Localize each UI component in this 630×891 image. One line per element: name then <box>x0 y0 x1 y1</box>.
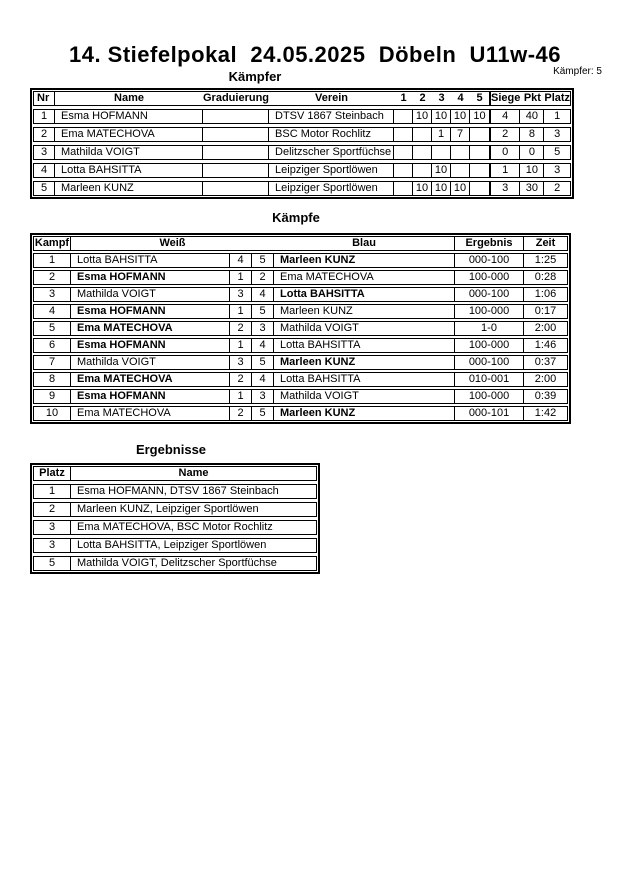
header-round-5: 5 <box>470 91 489 106</box>
kampf-row <box>33 304 568 319</box>
header-name: Name <box>71 466 317 481</box>
cell-ergebnis: 100-000 <box>455 389 524 404</box>
cell-ergebnis: 000-100 <box>455 355 524 370</box>
cell-nr: 4 <box>33 163 55 178</box>
cell-ergebnis: 100-000 <box>455 338 524 353</box>
cell-zeit: 1:46 <box>524 338 568 353</box>
header-ergebnis: Ergebnis <box>455 236 524 251</box>
cell-round-5: 10 <box>470 109 489 124</box>
header-weiss: Weiß <box>71 236 274 251</box>
cell-round-5 <box>470 127 489 142</box>
cell-ergebnis: 1-0 <box>455 321 524 336</box>
cell-round-3: 10 <box>432 163 451 178</box>
cell-weiss-startnr: 2 <box>230 372 252 387</box>
kaempfe-table <box>30 233 571 424</box>
kaempfe-header-row <box>33 236 568 251</box>
cell-weiss-name: Mathilda VOIGT <box>71 355 230 370</box>
cell-round-1 <box>394 109 413 124</box>
cell-zeit: 1:06 <box>524 287 568 302</box>
kampf-row <box>33 270 568 285</box>
cell-zeit: 0:28 <box>524 270 568 285</box>
cell-zeit: 0:39 <box>524 389 568 404</box>
kampf-row <box>33 389 568 404</box>
ergebnis-row <box>33 538 317 553</box>
cell-round-3: 1 <box>432 127 451 142</box>
cell-platz: 2 <box>33 502 71 517</box>
kaempfer-table <box>30 88 574 199</box>
kaempfer-header-row <box>33 91 571 106</box>
cell-blau-startnr: 5 <box>252 355 274 370</box>
cell-blau-startnr: 3 <box>252 389 274 404</box>
kampf-row <box>33 253 568 268</box>
cell-round-1 <box>394 181 413 196</box>
cell-weiss-name: Ema MATECHOVA <box>71 372 230 387</box>
cell-pkt: 10 <box>520 163 544 178</box>
cell-round-4: 10 <box>451 109 470 124</box>
cell-name: Mathilda VOIGT <box>55 145 203 160</box>
cell-siege: 1 <box>489 163 520 178</box>
cell-ergebnis: 010-001 <box>455 372 524 387</box>
cell-verein: DTSV 1867 Steinbach <box>269 109 394 124</box>
fighters-count-label: Kämpfer: 5 <box>553 66 602 77</box>
cell-round-2: 10 <box>413 109 432 124</box>
ergebnisse-table-grid <box>33 463 317 574</box>
cell-round-1 <box>394 163 413 178</box>
kampf-row <box>33 406 568 421</box>
cell-round-1 <box>394 145 413 160</box>
cell-blau-name: Lotta BAHSITTA <box>274 372 455 387</box>
cell-name: Ema MATECHOVA, BSC Motor Rochlitz <box>71 520 317 535</box>
cell-graduierung <box>203 181 269 196</box>
cell-blau-name: Ema MATECHOVA <box>274 270 455 285</box>
cell-weiss-name: Ema MATECHOVA <box>71 321 230 336</box>
cell-graduierung <box>203 163 269 178</box>
cell-verein: Leipziger Sportlöwen <box>269 163 394 178</box>
kampf-row <box>33 338 568 353</box>
ergebnis-row <box>33 502 317 517</box>
kampf-row <box>33 321 568 336</box>
cell-kampf-nr: 2 <box>33 270 71 285</box>
cell-ergebnis: 000-101 <box>455 406 524 421</box>
cell-round-3: 10 <box>432 109 451 124</box>
cell-zeit: 1:42 <box>524 406 568 421</box>
cell-siege: 4 <box>489 109 520 124</box>
header-nr: Nr <box>33 91 55 106</box>
cell-weiss-startnr: 4 <box>230 253 252 268</box>
cell-pkt: 0 <box>520 145 544 160</box>
kaempfe-table-grid <box>33 234 568 423</box>
cell-weiss-startnr: 1 <box>230 338 252 353</box>
cell-name: Ema MATECHOVA <box>55 127 203 142</box>
section-title-kaempfer: Kämpfer <box>228 69 282 84</box>
cell-kampf-nr: 3 <box>33 287 71 302</box>
cell-name: Mathilda VOIGT, Delitzscher Sportfüchse <box>71 556 317 571</box>
ergebnis-row <box>33 484 317 499</box>
cell-blau-startnr: 4 <box>252 338 274 353</box>
cell-ergebnis: 000-100 <box>455 253 524 268</box>
cell-weiss-name: Lotta BAHSITTA <box>71 253 230 268</box>
cell-pkt: 40 <box>520 109 544 124</box>
header-round-4: 4 <box>451 91 470 106</box>
page-title: 14. Stiefelpokal 24.05.2025 Döbeln U11w-46 <box>68 42 562 67</box>
cell-platz: 2 <box>544 181 571 196</box>
cell-ergebnis: 100-000 <box>455 304 524 319</box>
header-kampf: Kampf <box>34 237 70 249</box>
kampf-row <box>33 372 568 387</box>
kaempfer-row <box>33 181 571 196</box>
header-blau: Blau <box>274 236 455 251</box>
cell-blau-name: Marleen KUNZ <box>274 253 455 268</box>
cell-weiss-startnr: 3 <box>230 287 252 302</box>
cell-platz: 3 <box>33 538 71 553</box>
cell-ergebnis: 000-100 <box>455 287 524 302</box>
cell-blau-startnr: 5 <box>252 304 274 319</box>
header-platz: Platz <box>544 92 571 104</box>
cell-blau-name: Mathilda VOIGT <box>274 321 455 336</box>
cell-weiss-startnr: 1 <box>230 389 252 404</box>
cell-zeit: 2:00 <box>524 372 568 387</box>
section-title-kaempfe: Kämpfe <box>272 210 320 225</box>
cell-verein: Leipziger Sportlöwen <box>269 181 394 196</box>
cell-kampf-nr: 1 <box>33 253 71 268</box>
cell-blau-startnr: 5 <box>252 406 274 421</box>
cell-zeit: 2:00 <box>524 321 568 336</box>
cell-nr: 5 <box>33 181 55 196</box>
cell-kampf-nr: 7 <box>33 355 71 370</box>
cell-graduierung <box>203 127 269 142</box>
cell-pkt: 30 <box>520 181 544 196</box>
cell-weiss-name: Esma HOFMANN <box>71 338 230 353</box>
cell-kampf-nr: 5 <box>33 321 71 336</box>
kampf-row <box>33 355 568 370</box>
cell-round-4: 7 <box>451 127 470 142</box>
cell-weiss-name: Esma HOFMANN <box>71 270 230 285</box>
cell-weiss-name: Ema MATECHOVA <box>71 406 230 421</box>
cell-platz: 5 <box>544 145 571 160</box>
cell-round-4: 10 <box>451 181 470 196</box>
cell-kampf-nr: 4 <box>33 304 71 319</box>
cell-weiss-startnr: 1 <box>230 304 252 319</box>
cell-blau-startnr: 4 <box>252 372 274 387</box>
cell-round-2 <box>413 127 432 142</box>
cell-blau-startnr: 3 <box>252 321 274 336</box>
cell-zeit: 1:25 <box>524 253 568 268</box>
header-round-2: 2 <box>413 91 432 106</box>
cell-platz: 3 <box>33 520 71 535</box>
cell-name: Esma HOFMANN, DTSV 1867 Steinbach <box>71 484 317 499</box>
cell-weiss-startnr: 2 <box>230 406 252 421</box>
cell-verein: Delitzscher Sportfüchse <box>269 145 394 160</box>
cell-kampf-nr: 8 <box>33 372 71 387</box>
header-siege: Siege <box>491 92 521 104</box>
header-pkt: Pkt <box>520 91 544 106</box>
header-round-3: 3 <box>432 91 451 106</box>
cell-name: Lotta BAHSITTA <box>55 163 203 178</box>
cell-blau-startnr: 4 <box>252 287 274 302</box>
section-title-ergebnisse: Ergebnisse <box>135 442 207 457</box>
cell-weiss-startnr: 2 <box>230 321 252 336</box>
cell-blau-name: Lotta BAHSITTA <box>274 287 455 302</box>
cell-zeit: 0:17 <box>524 304 568 319</box>
cell-kampf-nr: 6 <box>33 338 71 353</box>
ergebnisse-table <box>30 463 320 574</box>
cell-pkt: 8 <box>520 127 544 142</box>
cell-nr: 2 <box>33 127 55 142</box>
cell-ergebnis: 100-000 <box>455 270 524 285</box>
cell-round-1 <box>394 127 413 142</box>
cell-name: Marleen KUNZ <box>55 181 203 196</box>
cell-zeit: 0:37 <box>524 355 568 370</box>
cell-round-4 <box>451 145 470 160</box>
cell-graduierung <box>203 109 269 124</box>
header-round-1: 1 <box>394 91 413 106</box>
cell-round-2 <box>413 145 432 160</box>
cell-round-3 <box>432 145 451 160</box>
header-verein: Verein <box>269 91 394 106</box>
kaempfer-row <box>33 145 571 160</box>
cell-round-5 <box>470 145 489 160</box>
cell-platz: 1 <box>33 484 71 499</box>
header-graduierung: Graduierung <box>203 92 270 104</box>
header-platz: Platz <box>33 466 71 481</box>
cell-platz: 1 <box>544 109 571 124</box>
header-name: Name <box>55 91 203 106</box>
kampf-row <box>33 287 568 302</box>
cell-round-5 <box>470 163 489 178</box>
ergebnis-row <box>33 520 317 535</box>
kaempfer-row <box>33 109 571 124</box>
cell-graduierung <box>203 145 269 160</box>
cell-siege: 3 <box>489 181 520 196</box>
cell-round-2 <box>413 163 432 178</box>
cell-weiss-name: Esma HOFMANN <box>71 304 230 319</box>
cell-verein: BSC Motor Rochlitz <box>269 127 394 142</box>
cell-blau-name: Mathilda VOIGT <box>274 389 455 404</box>
ergebnisse-header-row <box>33 466 317 481</box>
cell-round-4 <box>451 163 470 178</box>
kaempfer-row <box>33 127 571 142</box>
cell-weiss-name: Mathilda VOIGT <box>71 287 230 302</box>
cell-platz: 3 <box>544 127 571 142</box>
cell-kampf-nr: 10 <box>33 406 71 421</box>
cell-nr: 3 <box>33 145 55 160</box>
cell-round-2: 10 <box>413 181 432 196</box>
cell-name: Lotta BAHSITTA, Leipziger Sportlöwen <box>71 538 317 553</box>
cell-kampf-nr: 9 <box>33 389 71 404</box>
header-zeit: Zeit <box>524 236 568 251</box>
cell-siege: 0 <box>489 145 520 160</box>
ergebnis-row <box>33 556 317 571</box>
kaempfer-table-grid <box>33 88 571 199</box>
cell-platz: 3 <box>544 163 571 178</box>
cell-round-5 <box>470 181 489 196</box>
kaempfer-row <box>33 163 571 178</box>
cell-nr: 1 <box>33 109 55 124</box>
cell-blau-name: Marleen KUNZ <box>274 304 455 319</box>
cell-name: Marleen KUNZ, Leipziger Sportlöwen <box>71 502 317 517</box>
cell-platz: 5 <box>33 556 71 571</box>
cell-blau-startnr: 2 <box>252 270 274 285</box>
cell-name: Esma HOFMANN <box>55 109 203 124</box>
cell-round-3: 10 <box>432 181 451 196</box>
cell-blau-startnr: 5 <box>252 253 274 268</box>
cell-siege: 2 <box>489 127 520 142</box>
cell-blau-name: Lotta BAHSITTA <box>274 338 455 353</box>
cell-weiss-startnr: 1 <box>230 270 252 285</box>
cell-weiss-name: Esma HOFMANN <box>71 389 230 404</box>
cell-weiss-startnr: 3 <box>230 355 252 370</box>
cell-blau-name: Marleen KUNZ <box>274 355 455 370</box>
cell-blau-name: Marleen KUNZ <box>274 406 455 421</box>
